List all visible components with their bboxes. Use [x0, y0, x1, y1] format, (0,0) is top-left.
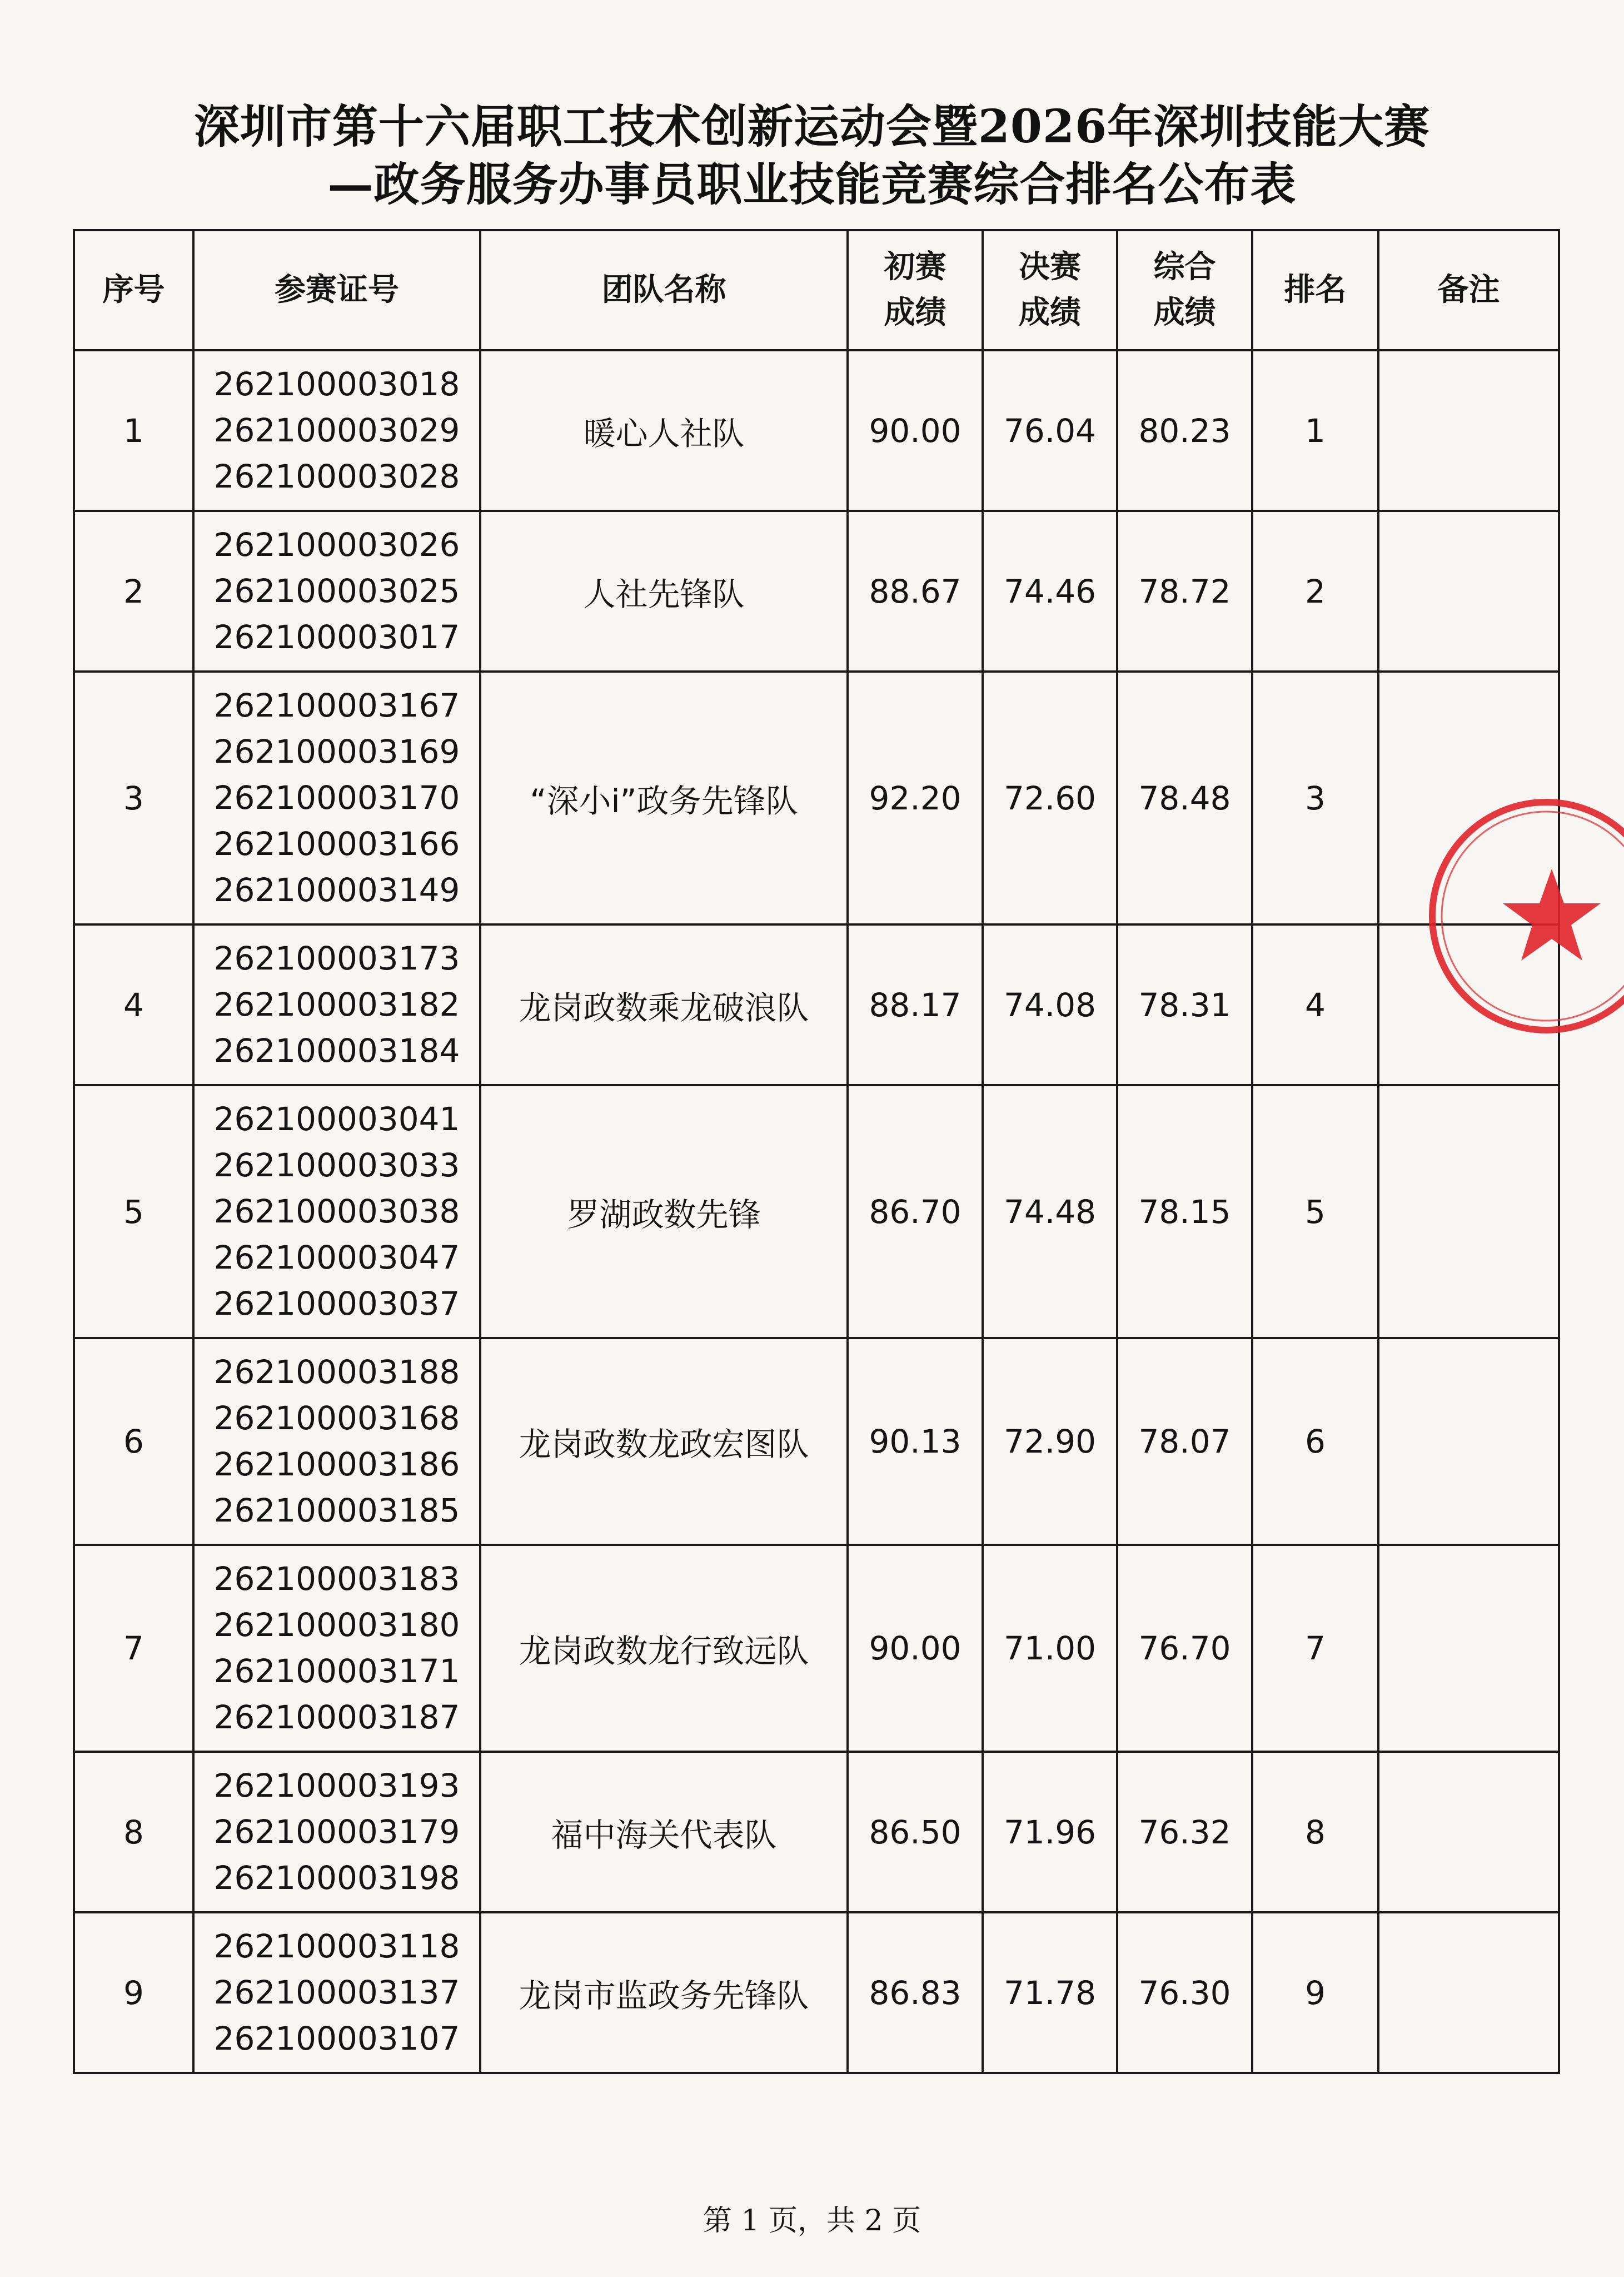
- cell-total-score: 78.07: [1117, 1338, 1252, 1545]
- table-row: [74, 511, 1559, 672]
- cell-seq: 1: [74, 350, 193, 511]
- cert-id: 262100003026: [213, 526, 460, 564]
- cert-id: 262100003028: [213, 458, 460, 495]
- header-prelim: [848, 230, 983, 350]
- cert-id: 262100003137: [213, 1973, 460, 2011]
- table-row: [74, 1912, 1559, 2073]
- cell-final-score: 72.90: [983, 1338, 1117, 1545]
- cell-note: [1378, 1752, 1559, 1912]
- cell-team: 福中海关代表队: [480, 1752, 848, 1912]
- cell-note: [1378, 1338, 1559, 1545]
- cert-id: 262100003169: [213, 733, 460, 770]
- cert-id: 262100003168: [213, 1399, 460, 1437]
- cert-id: 262100003167: [213, 687, 460, 724]
- header-total-line-2: 成绩: [1153, 295, 1216, 331]
- cell-cert-ids: [193, 350, 480, 511]
- cell-seq: 5: [74, 1085, 193, 1338]
- cell-rank: 9: [1252, 1912, 1378, 2073]
- cell-total-score: 78.31: [1117, 924, 1252, 1085]
- table-row: [74, 350, 1559, 511]
- cell-cert-ids: [193, 1338, 480, 1545]
- cell-cert-ids: [193, 1085, 480, 1338]
- cell-cert-ids: [193, 1752, 480, 1912]
- cell-seq: 7: [74, 1545, 193, 1752]
- cell-team: 罗湖政数先锋: [480, 1085, 848, 1338]
- header-final-line-1: 决赛: [1019, 249, 1081, 285]
- cert-id: 262100003018: [213, 365, 460, 403]
- cell-team: 龙岗政数龙行致远队: [480, 1545, 848, 1752]
- cell-final-score: 71.78: [983, 1912, 1117, 2073]
- cell-note: [1378, 350, 1559, 511]
- cert-id: 262100003185: [213, 1492, 460, 1529]
- cell-total-score: 78.72: [1117, 511, 1252, 672]
- cell-prelim-score: 90.13: [848, 1338, 983, 1545]
- cert-id: 262100003182: [213, 986, 460, 1023]
- header-final-line-2: 成绩: [1019, 295, 1081, 331]
- cell-prelim-score: 88.17: [848, 924, 983, 1085]
- cell-rank: 6: [1252, 1338, 1378, 1545]
- cert-id: 262100003179: [213, 1813, 460, 1851]
- header-prelim-line-2: 成绩: [884, 295, 946, 331]
- cert-id: 262100003188: [213, 1353, 460, 1391]
- cell-prelim-score: 90.00: [848, 1545, 983, 1752]
- cell-seq: 4: [74, 924, 193, 1085]
- table-row: [74, 1085, 1559, 1338]
- cell-seq: 8: [74, 1752, 193, 1912]
- cell-rank: 3: [1252, 672, 1378, 924]
- cert-id: 262100003180: [213, 1606, 460, 1644]
- cell-prelim-score: 92.20: [848, 672, 983, 924]
- table-body: [74, 350, 1559, 2073]
- header-cert: 参赛证号: [193, 230, 480, 350]
- cert-id: 262100003029: [213, 411, 460, 449]
- header-rank: 排名: [1252, 230, 1378, 350]
- cert-id: 262100003033: [213, 1146, 460, 1184]
- table-row: [74, 1338, 1559, 1545]
- cert-id: 262100003187: [213, 1698, 460, 1736]
- cell-note: [1378, 924, 1559, 1085]
- header-total: [1117, 230, 1252, 350]
- cert-id: 262100003166: [213, 825, 460, 863]
- header-prelim-line-1: 初赛: [884, 249, 946, 285]
- page-footer: 第 1 页，共 2 页: [703, 2204, 921, 2238]
- cert-id: 262100003173: [213, 939, 460, 977]
- cert-id: 262100003184: [213, 1032, 460, 1070]
- table-header-row: [74, 230, 1559, 350]
- cert-id: 262100003118: [213, 1927, 460, 1965]
- cert-id: 262100003047: [213, 1239, 460, 1276]
- cell-cert-ids: [193, 511, 480, 672]
- cert-id: 262100003186: [213, 1445, 460, 1483]
- cell-cert-ids: [193, 1545, 480, 1752]
- cell-final-score: 74.46: [983, 511, 1117, 672]
- cell-team: 暖心人社队: [480, 350, 848, 511]
- cert-id: 262100003193: [213, 1767, 460, 1804]
- cert-id: 262100003017: [213, 618, 460, 656]
- cell-prelim-score: 86.70: [848, 1085, 983, 1338]
- header-team: 团队名称: [480, 230, 848, 350]
- cert-id: 262100003041: [213, 1100, 460, 1138]
- cell-total-score: 78.15: [1117, 1085, 1252, 1338]
- ranking-table: [73, 229, 1560, 2074]
- cell-cert-ids: [193, 1912, 480, 2073]
- header-final: [983, 230, 1117, 350]
- cell-prelim-score: 86.83: [848, 1912, 983, 2073]
- cell-seq: 2: [74, 511, 193, 672]
- cert-id: 262100003107: [213, 2020, 460, 2057]
- cell-cert-ids: [193, 924, 480, 1085]
- cell-team: 龙岗政数乘龙破浪队: [480, 924, 848, 1085]
- cell-team: “深小i”政务先锋队: [480, 672, 848, 924]
- cell-final-score: 74.48: [983, 1085, 1117, 1338]
- cell-prelim-score: 88.67: [848, 511, 983, 672]
- cell-team: 龙岗市监政务先锋队: [480, 1912, 848, 2073]
- cell-team: 人社先锋队: [480, 511, 848, 672]
- cell-rank: 1: [1252, 350, 1378, 511]
- header-seq: 序号: [74, 230, 193, 350]
- cert-id: 262100003038: [213, 1192, 460, 1230]
- cell-team: 龙岗政数龙政宏图队: [480, 1338, 848, 1545]
- cert-id: 262100003198: [213, 1859, 460, 1897]
- cert-id: 262100003037: [213, 1285, 460, 1323]
- table-row: [74, 672, 1559, 924]
- cell-note: [1378, 511, 1559, 672]
- cell-note: [1378, 1912, 1559, 2073]
- cell-final-score: 71.00: [983, 1545, 1117, 1752]
- cell-seq: 3: [74, 672, 193, 924]
- cell-cert-ids: [193, 672, 480, 924]
- cell-note: [1378, 1085, 1559, 1338]
- header-note: 备注: [1378, 230, 1559, 350]
- cell-total-score: 76.32: [1117, 1752, 1252, 1912]
- table-row: [74, 1545, 1559, 1752]
- table-row: [74, 924, 1559, 1085]
- cell-rank: 4: [1252, 924, 1378, 1085]
- cell-note: [1378, 1545, 1559, 1752]
- cell-total-score: 80.23: [1117, 350, 1252, 511]
- cell-prelim-score: 90.00: [848, 350, 983, 511]
- cell-total-score: 76.70: [1117, 1545, 1252, 1752]
- cell-final-score: 76.04: [983, 350, 1117, 511]
- cell-prelim-score: 86.50: [848, 1752, 983, 1912]
- cert-id: 262100003183: [213, 1560, 460, 1598]
- cell-rank: 7: [1252, 1545, 1378, 1752]
- header-total-line-1: 综合: [1153, 249, 1216, 285]
- cert-id: 262100003170: [213, 779, 460, 817]
- cell-seq: 9: [74, 1912, 193, 2073]
- cell-rank: 8: [1252, 1752, 1378, 1912]
- cell-total-score: 76.30: [1117, 1912, 1252, 2073]
- cell-note: [1378, 672, 1559, 924]
- cert-id: 262100003171: [213, 1652, 460, 1690]
- cell-total-score: 78.48: [1117, 672, 1252, 924]
- table-row: [74, 1752, 1559, 1912]
- cell-final-score: 71.96: [983, 1752, 1117, 1912]
- cert-id: 262100003025: [213, 572, 460, 610]
- cell-rank: 2: [1252, 511, 1378, 672]
- cell-final-score: 72.60: [983, 672, 1117, 924]
- page-title-line-1: 深圳市第十六届职工技术创新运动会暨2026年深圳技能大赛: [193, 100, 1431, 153]
- cell-seq: 6: [74, 1338, 193, 1545]
- cell-rank: 5: [1252, 1085, 1378, 1338]
- page-title-line-2: —政务服务办事员职业技能竞赛综合排名公布表: [327, 158, 1297, 211]
- cert-id: 262100003149: [213, 871, 460, 909]
- cell-final-score: 74.08: [983, 924, 1117, 1085]
